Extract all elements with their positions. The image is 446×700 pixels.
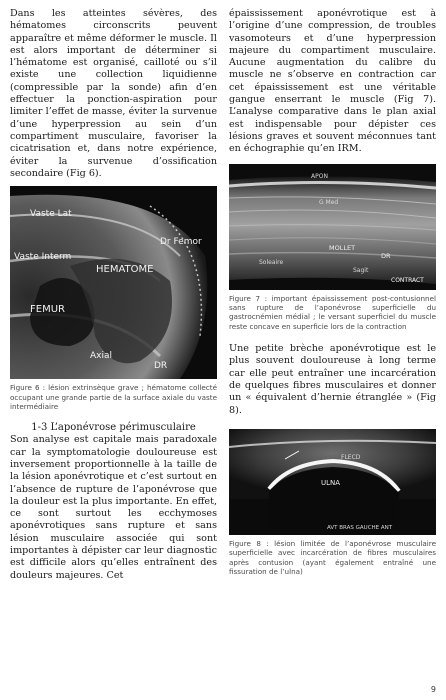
label-apon: APON bbox=[311, 172, 328, 180]
paragraph-aponevrose: Son analyse est capitale mais paradoxale car la symptomatologie douloureuse est inversement proportionnelle à la taille de la lésion aponévrotique et c’est surtout en l’absence de rupture de l’aponévrose que la douleur est la plus importante. En effet, ce sont surtout les ecchymoses aponévrotiques sans rupture et sans lésion musculaire associée qui sont importantes à dépister car leur diagnostic est difficile alors qu’elles entraînent des douleurs majeures. Cet bbox=[10, 434, 217, 581]
label-mollet: MOLLET bbox=[329, 243, 356, 252]
paragraph-hematome: Dans les atteintes sévères, des hématomes circonscrits peuvent apparaître et même déformer le muscle. Il est alors important de déterminer si l’hématome est organisé, cailloté ou s’il existe une collection liquidienne (compressible par la sonde) afin d’en effectuer la ponction-aspiration pour limiter l’effet de masse, éviter la survenue d’une hyperpression au sein d’un compartiment musculaire, favoriser la cicatrisation et, dans notre expérience, éviter la survenue d’ossification secondaire (Fig 6). bbox=[10, 8, 217, 179]
page-number: 9 bbox=[430, 685, 436, 694]
left-column bbox=[10, 8, 217, 582]
figure-7-ultrasound bbox=[229, 164, 436, 290]
section-heading: 1-3 L’aponévrose périmusculaire bbox=[31, 422, 196, 434]
label-flecd: FLECD bbox=[341, 453, 361, 461]
label-g-med: G Med bbox=[319, 198, 339, 206]
label-dr-fig7: DR bbox=[381, 251, 391, 260]
label-ulna: ULNA bbox=[321, 478, 341, 487]
figure-8-caption: Figure 8 : lésion limitée de l’aponévrose musculaire superficielle avec incarcération de fibres musculaires après contusion (ayant également entraîné une fissuration de l’ulna) bbox=[229, 538, 436, 577]
label-femur: FEMUR bbox=[30, 304, 65, 316]
label-dr-femor: Dr Femor bbox=[160, 237, 202, 248]
label-hematome: HEMATOME bbox=[96, 264, 154, 276]
label-soleaire: Soleaire bbox=[259, 258, 284, 266]
figure-7-image bbox=[229, 164, 436, 290]
label-dr: DR bbox=[154, 361, 168, 372]
label-avt-bras: AVT BRAS GAUCHE ANT bbox=[327, 524, 393, 531]
label-axial: Axial bbox=[90, 351, 112, 362]
right-column bbox=[229, 8, 436, 577]
figure-8-ultrasound bbox=[229, 429, 436, 535]
paragraph-breche: Une petite brèche aponévrotique est le plus souvent douloureuse à long terme car elle peut entraîner une incarcération de quelques fibres musculaires et donner un « équivalent d’hernie étranglée » (Fig 8). bbox=[229, 343, 436, 416]
figure-6-image bbox=[10, 186, 217, 379]
paragraph-epaississement: épaississement aponévrotique est à l’origine d’une compression, de troubles vasomoteurs et d’une hyperpression majeure du compartiment musculaire. Aucune augmentation du calibre du muscle ne s’observe en contraction car cet épaississement est une véritable gangue enserrant le muscle (Fig 7). L’analyse comparative dans le plan axial est indispensable pour dépister ces lésions graves et souvent méconnues tant en échographie qu’en IRM. bbox=[229, 8, 436, 155]
label-sagit: Sagit bbox=[353, 266, 369, 274]
figure-8-image bbox=[229, 429, 436, 535]
label-vaste-interm: Vaste Interm bbox=[14, 252, 72, 263]
label-contract: CONTRACT bbox=[391, 276, 424, 284]
figure-7-caption: Figure 7 : important épaississement post-contusionnel sans rupture de l’aponévrose superficielle du gastrocnémien médial ; le versant superficiel du muscle reste concave en superficie lors de la contraction bbox=[229, 293, 436, 331]
figure-6-ultrasound bbox=[10, 186, 217, 379]
label-vaste-lat: Vaste Lat bbox=[30, 209, 72, 220]
figure-6-caption: Figure 6 : lésion extrinsèque grave ; hématome collecté occupant une grande partie de la surface axiale du vaste intermédiaire bbox=[10, 383, 217, 411]
